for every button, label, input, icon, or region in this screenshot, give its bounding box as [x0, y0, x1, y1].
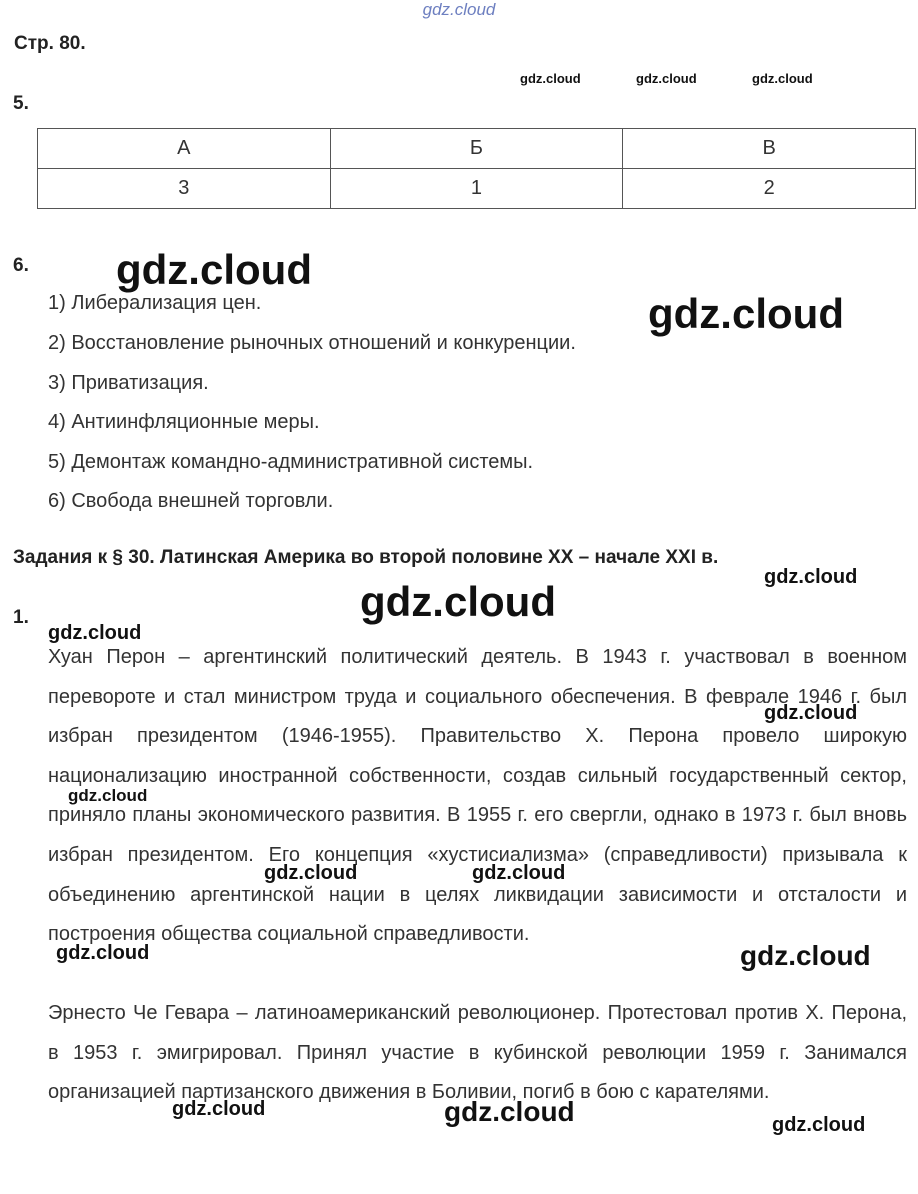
list-item: 3) Приватизация. — [48, 372, 209, 394]
watermark: gdz.cloud — [444, 1096, 575, 1127]
watermark: gdz.cloud — [520, 71, 581, 86]
watermark: gdz.cloud — [772, 1114, 866, 1136]
list-item: 4) Антиинфляционные меры. — [48, 411, 320, 433]
watermark: gdz.cloud — [68, 786, 148, 805]
table-header-cell: А — [38, 129, 331, 169]
watermark: gdz.cloud — [648, 290, 844, 337]
table-cell: 2 — [623, 169, 916, 209]
watermark: gdz.cloud — [764, 566, 858, 588]
table-row — [38, 129, 916, 169]
watermark: gdz.cloud — [360, 578, 556, 625]
watermark: gdz.cloud — [172, 1098, 266, 1120]
page-reference: Стр. 80. — [14, 33, 86, 54]
list-item: 5) Демонтаж командно-административной системы. — [48, 451, 534, 473]
table-header-cell: Б — [330, 129, 623, 169]
task-number: 6. — [13, 255, 29, 276]
top-watermark: gdz.cloud — [422, 0, 496, 19]
table-header-cell: В — [623, 129, 916, 169]
watermark: gdz.cloud — [752, 71, 813, 86]
watermark: gdz.cloud — [56, 942, 150, 964]
list-item: 2) Восстановление рыночных отношений и конкуренции. — [48, 332, 576, 354]
watermark: gdz.cloud — [636, 71, 697, 86]
table-cell: 1 — [330, 169, 623, 209]
watermark: gdz.cloud — [264, 862, 358, 884]
paragraph-peron: Хуан Перон – аргентинский политический деятель. В 1943 г. участвовал в военном перевороте и стал министром труда и социального обеспечения. В феврале 1946 г. был избран президентом (1946-1955). Правительство Х. Перона провело широкую национализацию иностранной собственности, создав сильный государственный сектор, приняло планы экономического развития. В 1955 г. его свергли, однако в 1973 г. был вновь избран президентом. Его концепция «хустисиализма» (справедливости) призывала к объединению аргентинской нации в целях ликвидации зависимости и отсталости и построения общества социальной справедливости. — [48, 646, 907, 946]
list-item: 6) Свобода внешней торговли. — [48, 490, 334, 512]
watermark: gdz.cloud — [740, 940, 871, 971]
table-row — [38, 169, 916, 209]
table-cell: 3 — [38, 169, 331, 209]
watermark: gdz.cloud — [48, 622, 142, 644]
list-item: 1) Либерализация цен. — [48, 292, 262, 314]
task-number: 1. — [13, 607, 29, 628]
paragraph-guevara: Эрнесто Че Гевара – латиноамериканский революционер. Протестовал против Х. Перона, в 1953 г. эмигрировал. Принял участие в кубинской революции 1959 г. Занимался организацией партизанского движения в Боливии, погиб в бою с карателями. — [48, 1002, 907, 1104]
section-heading: Задания к § 30. Латинская Америка во второй половине XX – начале XXI в. — [13, 547, 719, 568]
answer-table — [37, 128, 916, 209]
watermark: gdz.cloud — [764, 702, 858, 724]
watermark: gdz.cloud — [472, 862, 566, 884]
watermark: gdz.cloud — [116, 246, 312, 293]
task-number: 5. — [13, 93, 29, 114]
